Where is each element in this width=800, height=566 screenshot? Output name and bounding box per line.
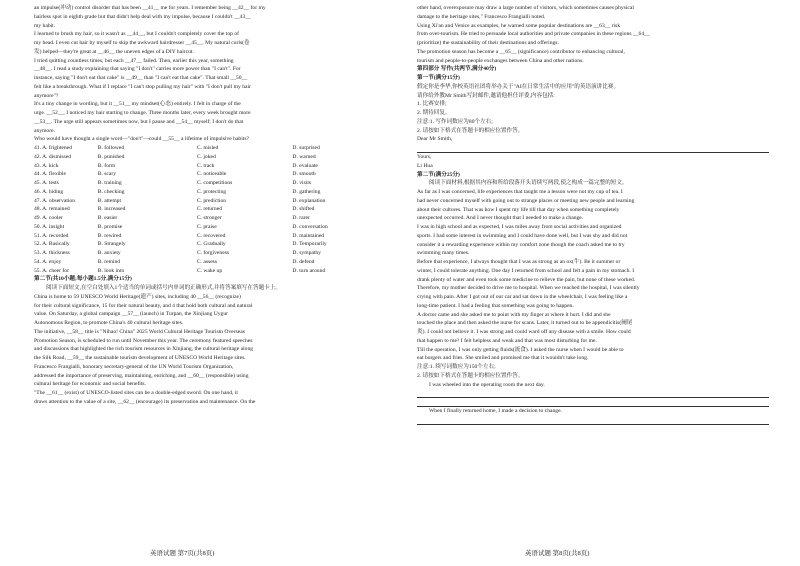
passage-line: urge. __52__, I noticed my hair starting to change. Three months later, every week brought more [34, 110, 251, 116]
left-column [34, 4, 388, 407]
passage-line: Using Xi'an and Venice as examples, he warned some popular destinations are __63__ risk [417, 22, 621, 29]
option-choice: 48. A. remained [34, 206, 70, 213]
section1-title: 第一节(满分15分) [417, 75, 460, 81]
passage-line: crying with pain. After I got out of our car and sat down in the wheelchair, I was feeling like a [417, 294, 628, 300]
page-footer-left: 英语试题 第7页(共8页) [150, 550, 215, 557]
right-column [417, 4, 769, 425]
option-choice: C. joked [196, 153, 216, 160]
option-choice: D. gathering [292, 188, 321, 195]
option-choice: 42. A. dismissed [34, 153, 71, 160]
para1-start: I was wheeled into the operating room the next day. [429, 381, 545, 388]
cloze-options [34, 144, 388, 275]
option-choice: D. conversation [292, 223, 328, 230]
option-choice: D. surprised [292, 145, 320, 151]
passage-line: Till the operation, I was only getting fluids(流食). I asked the nurse when I would be able to [417, 346, 624, 353]
passage-line: felt like a breakthrough. What if I replace "I can't stop pulling my hair" with "I don't pull my hair [34, 83, 251, 90]
option-choice: 43. A. kick [34, 162, 59, 169]
instruction-line: 注意:1. 写作词数应为80个左右; [417, 118, 493, 125]
instruction-line: 请你给外教Mr Smith写封邮件,邀请他担任评委,内容包括: [417, 92, 555, 99]
passage-line: an impulse(冲动) control disorder that has been __41__ me for years. I remember being __42__ for my [34, 5, 266, 11]
answer-line [417, 144, 769, 153]
passage-line: my head. I even cut hair by myself to skip the awkward hairdresser __45__. My natural curls(卷 [34, 40, 250, 46]
passage-line: 炎). I could not believe it. I was strong and could ward off any disease with a smile. How could [417, 329, 631, 335]
instruction-line: 1. 比赛安排; [417, 101, 447, 108]
passage-line: hairless spot in eighth grade but that didn't help deal with my impulse, because I couldn't __43__ [34, 13, 251, 20]
passage-line: The initiative, __58__ title is "Nihao! China" 2025 World Cultural Heritage Tourism Overseas [34, 328, 245, 335]
passage-line: drank plenty of water and even took some medicine to relieve the pain, but none of these worked. [417, 276, 636, 283]
part4-title: 第四部分 写作(共两节,满分40分) [417, 66, 497, 73]
option-choice: 45. A. tests [34, 180, 59, 186]
letter-greeting: Dear Mr Smith, [417, 136, 453, 143]
option-choice: 51. A. recorded [34, 232, 69, 239]
passage-line: my habit. [34, 22, 56, 29]
passage-line: instance, saying "I don't eat that cake" is __49__ than "I can't eat that cake". That small __50__ [34, 75, 248, 81]
section2-instructions: 阅读下面短文,在空白处填入1个适当的单词或括号内单词的正确形式,并将答案填写在答题卡上。 [46, 285, 281, 291]
passage-line: swimming many times. [417, 250, 470, 257]
passage-line: anymore"? [34, 92, 59, 99]
passage-line: winter, I could tolerate anything. One day I returned from school and felt a pain in my stomach. I [417, 267, 635, 274]
letter-closing: Yours, [417, 154, 432, 160]
passage-line: tourism and people-to-people exchanges between China and other nations. [417, 57, 584, 64]
passage-line: As far as I was concerned, life experiences that taught me a lesson were not my cup of tea. I [417, 189, 623, 195]
passage-line: from over-tourism. He tried to persuade local authorities and private companies in these regions __64__ [417, 31, 650, 38]
option-choice: D. explanation [292, 197, 326, 204]
page-footer-right: 英语试题 第8页(共8页) [525, 550, 590, 557]
answer-line [417, 398, 769, 407]
option-choice: D. sympathy [292, 250, 321, 256]
option-choice: C. competitions [196, 180, 233, 186]
option-choice: B. remind [97, 258, 121, 265]
passage-line: damage to the heritage sites," Francesco Frangialli noted. [417, 13, 546, 20]
instruction-line: 假定你是李华,你校英语社团将举办关于"AI在日常生活中的应用"的英语演讲比赛。 [417, 83, 620, 90]
option-choice: D. defend [292, 258, 315, 265]
passage-line: anymore. [34, 127, 55, 134]
option-choice: B. followed [97, 145, 125, 151]
passage-line: I learned to brush my hair, so it wasn't as __44__, but I couldn't completely cover the top of [34, 31, 239, 38]
option-choice: C. prediction [196, 197, 227, 204]
passage-line: __48__. I read a study explaining that saying "I don't" carries more power than "I can't". For [34, 66, 241, 73]
answer-line [417, 389, 769, 398]
section2-instructions: 阅读下面材料,根据其内容和所给段落开头语续写两段,使之构成一篇完整的短文。 [429, 180, 628, 187]
passage-line: draws attention to the value of a site, __62__ (encourage) its preservation and maintenance. On the [34, 398, 256, 405]
passage-line: Before that experience, I always thought that I was as strong as an ox(牛). Be it summer or [417, 259, 621, 265]
passage-line: Promotion Season, is scheduled to run until November this year. The ceremony featured speeches [34, 337, 253, 344]
option-choice: 52. A. Basically [34, 241, 70, 248]
passage-line: I tried quitting countless times, but each __47__ failed. Then, earlier this year, something [34, 57, 234, 64]
passage-line: eat burgers and fries. She smiled and promised me that it wouldn't take long. [417, 355, 589, 362]
option-choice: B. attempt [97, 197, 122, 204]
passage-line: cultural heritage for economic and social benefits. [34, 381, 146, 388]
passage-line: sports. I had some interest in swimming and I could have done well, but I was shy and did not [417, 232, 628, 239]
instruction-line: 2. 请按如下格式在答题卡的相应位置作答。 [417, 372, 524, 379]
passage-line: __53__. The urge still appears sometimes now, but I pause and __54__ myself; I don't do that [34, 118, 244, 125]
passage-line: Francesco Frangialli, honorary secretary-general of the UN World Tourism Organization, [34, 363, 234, 370]
option-choice: D. evaluate [292, 162, 318, 169]
option-choice: B. Strangely [97, 241, 126, 248]
passage-line: A doctor came and she asked me to point with my finger at where it hurt. I did and she [417, 311, 611, 318]
option-choice: C. wake up [196, 267, 223, 274]
option-choice: B. increased [97, 206, 126, 213]
option-choice: C. assess [196, 258, 218, 265]
option-choice: D. visits [292, 180, 312, 186]
option-choice: 47. A. observation [34, 197, 76, 204]
passage-line: Who would have thought a single word—"don't"—could __55__ a lifetime of impulsive habits? [34, 136, 249, 143]
option-choice: 49. A. cooler [34, 215, 63, 221]
option-choice: C. protecting [196, 188, 227, 195]
option-choice: D. maintained [292, 232, 325, 239]
instruction-line: 2. 请按如下格式在答题卡的相应位置作答。 [417, 127, 524, 134]
passage-line: addressed the importance of preserving, maintaining, enriching, and __60__ (responsible) using [34, 372, 249, 379]
option-choice: D. warned [292, 153, 316, 160]
option-choice: B. look into [97, 267, 125, 274]
option-choice: 50. A. insight [34, 223, 65, 230]
passage-line: 发) helped—they're great at __46__ the uneven edges of a DIY haircut. [34, 48, 194, 55]
option-choice: D. Temporarily [292, 241, 327, 248]
option-choice: 54. A. enjoy [34, 258, 62, 265]
passage-line: about their cultures. That was how I spent my life till that day when something completely [417, 206, 620, 213]
option-choice: 41. A. frightened [34, 145, 72, 151]
passage-line: other hand, overexposure may draw a large number of visitors, which sometimes causes physical [417, 5, 634, 11]
para2-start: When I finally returned home, I made a decision to change. [429, 408, 562, 415]
option-choice: B. promise [97, 223, 123, 230]
letter-signature: Li Hua [417, 162, 433, 169]
passage-line: for their cultural significance, 15 for their natural beauty, and 4 that hold both cultural and natural [34, 302, 253, 309]
option-choice: D. turn around [292, 267, 326, 274]
option-choice: B. form [97, 162, 116, 169]
passage-line: and discussions that highlighted the rich tourism resources in Xinjiang, the cultural heritage along [34, 346, 254, 353]
passage-line: touched the place and then asked the nurse for scans. Later, it turned out to be appendicitis(阑尾 [417, 320, 633, 327]
passage-line: consider it a rewarding experience within my comfort zone though the coach asked me to try [417, 241, 625, 248]
passage-line: Therefore, my mother decided to drive me to hospital. When we reached the hospital, I was silently [417, 285, 640, 292]
option-choice: 55. A. cheer for [34, 267, 69, 274]
passage-line: I was in high school and as expected, I was miles away from social activities and organized [417, 224, 622, 230]
instruction-line: 注意:1. 续写词数应为150个左右; [417, 364, 496, 370]
option-choice: B. checking [97, 188, 125, 195]
option-choice: 46. A. hiding [34, 188, 64, 195]
option-choice: 44. A. flexible [34, 171, 67, 178]
option-choice: B. scary [97, 171, 117, 178]
option-choice: D. shifted [292, 206, 315, 213]
passage-line: The promotion season has become a __65__ (significance) contributor to enhancing cultural, [417, 48, 625, 55]
passage-line: Autonomous Region, to promote China's 40 cultural heritage sites. [34, 320, 184, 326]
option-choice: C. praise [196, 223, 217, 230]
passage-line: unexpected occurred. And I never thought that I needed to make a change. [417, 215, 584, 222]
option-choice: C. stronger [196, 215, 222, 221]
option-choice: 53. A. thickness [34, 250, 70, 256]
passage-line: that happen to me? I felt helpless and weak and that was most disturbing for me. [417, 337, 597, 344]
option-choice: C. Gradually [196, 241, 226, 248]
option-choice: B. rewired [97, 232, 122, 239]
passage-line: long-time patient. I had a feeling that something was going to happen. [417, 302, 574, 309]
section2-title: 第二节(满分25分) [417, 171, 460, 178]
instruction-line: 2. 期待回复。 [417, 110, 451, 116]
passage-line: value. On Saturday, a global campaign __57__ (launch) in Turpan, the Xinjiang Uygur [34, 311, 228, 318]
option-choice: D. rarer [292, 215, 310, 221]
section2-title: 第二节(共10小题;每小题1.5分,满分15分) [34, 276, 132, 283]
option-choice: C. noticeable [196, 171, 227, 178]
passage-line: had never concerned myself with going out to strange places or meeting new people and learning [417, 197, 635, 204]
answer-line [417, 416, 769, 425]
passage-line: "The __61__ (exist) of UNESCO-listed sites can be a double-edged sword. On one hand, it [34, 390, 238, 396]
option-choice: C. forgiveness [196, 250, 230, 256]
passage-line: It's a tiny change in wording, but it __51__ my mindset(心态) entirely. I felt in charge of the [34, 101, 241, 108]
option-choice: B. anxiety [97, 250, 121, 256]
passage-line: the Silk Road, __59__ the sustainable tourism development of UNESCO World Heritage sites. [34, 355, 246, 361]
option-choice: C. track [196, 162, 215, 169]
option-choice: B. punished [97, 153, 125, 160]
option-choice: D. smooth [292, 171, 316, 178]
option-choice: C. returned [196, 206, 222, 213]
option-choice: C. misled [196, 145, 219, 151]
option-choice: B. easier [97, 215, 118, 221]
passage-line: China is home to 59 UNESCO World Heritage(遗产) sites, including 40 __56__ (recognize) [34, 293, 241, 300]
option-choice: B. training [97, 180, 122, 186]
option-choice: C. recovered [196, 232, 226, 239]
passage-line: (prioritize) the sustainability of their destinations and offerings. [417, 40, 559, 46]
